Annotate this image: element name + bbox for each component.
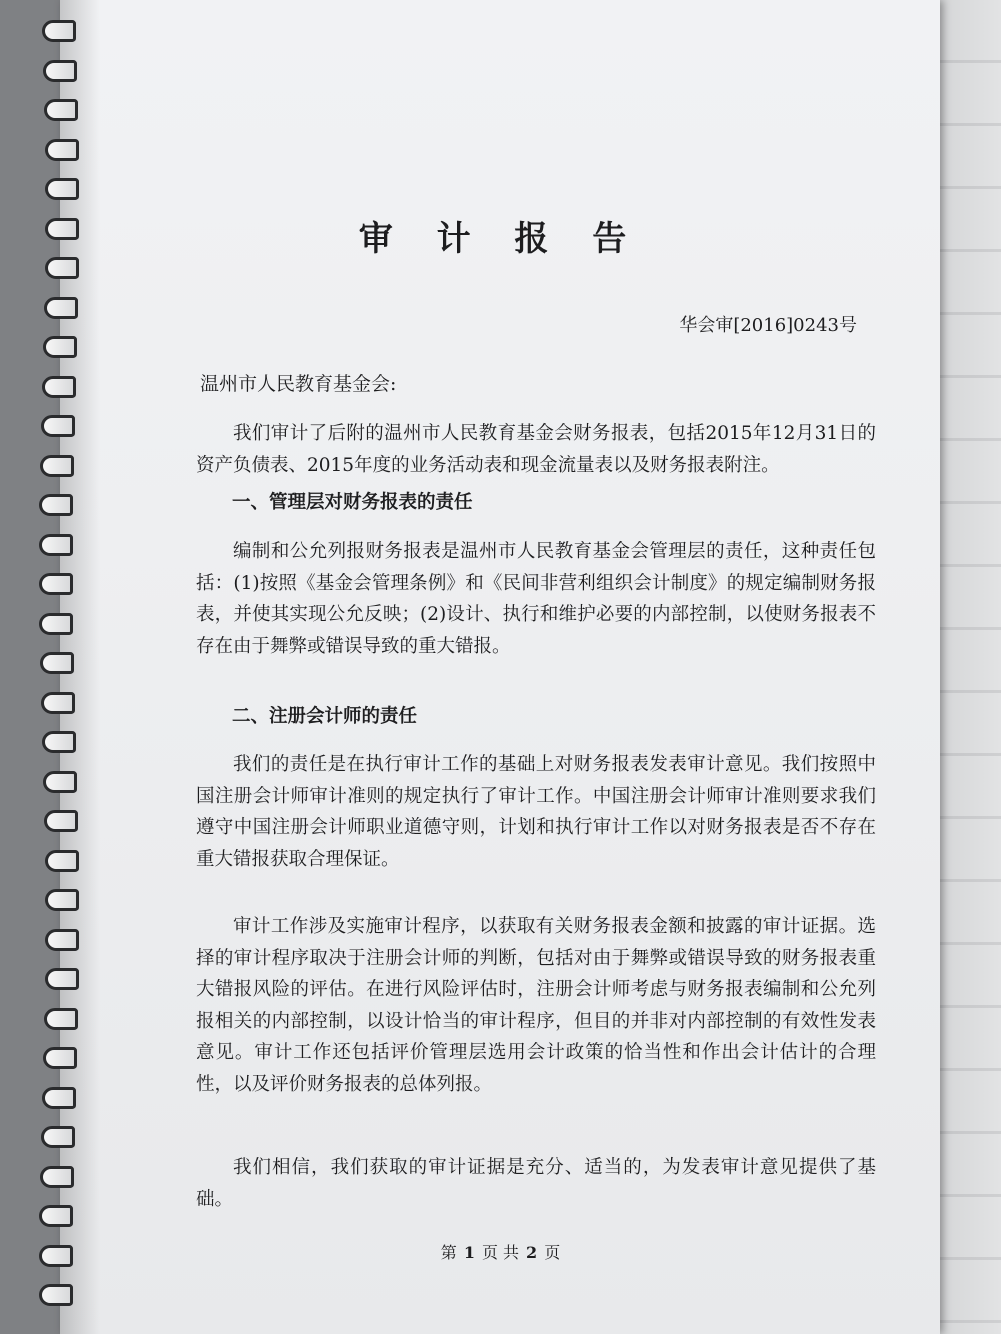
binding-coil xyxy=(42,1087,76,1109)
binding-coil xyxy=(42,376,76,398)
section-heading-auditor: 二、注册会计师的责任 xyxy=(232,706,418,727)
binding-coil xyxy=(41,1126,75,1148)
binding-coil xyxy=(41,415,75,437)
binding-coil xyxy=(43,336,77,358)
footer-page-suffix: 页 xyxy=(544,1243,561,1262)
auditor-responsibility-paragraph-1: 我们的责任是在执行审计工作的基础上对财务报表发表审计意见。我们按照中国注册会计师审计准则的规定执行了审计工作。中国注册会计师审计准则要求我们遵守中国注册会计师职业道德守则，计划和执行审计工作以对财务报表是否不存在重大错报获取合理保证。 xyxy=(196,754,876,870)
intro-paragraph: 我们审计了后附的温州市人民教育基金会财务报表，包括2015年12月31日的资产负债表、2015年度的业务活动表和现金流量表以及财务报表附注。 xyxy=(196,423,876,476)
binding-coil xyxy=(45,139,79,161)
footer-page-current: 1 xyxy=(463,1243,475,1262)
binding-coil xyxy=(39,1205,73,1227)
binding-coil xyxy=(40,652,74,674)
page-footer xyxy=(0,1240,1001,1263)
binding-coil xyxy=(39,613,73,635)
reference-number: 华会审[2016]0243号 xyxy=(679,315,857,336)
management-responsibility-paragraph: 编制和公允列报财务报表是温州市人民教育基金会管理层的责任，这种责任包括：(1)按照《基金会管理条例》和《民间非营利组织会计制度》的规定编制财务报表，并使其实现公允反映；(2)设计、执行和维护必要的内部控制，以使财务报表不存在由于舞弊或错误导致的重大错报。 xyxy=(196,541,876,657)
binding-coil xyxy=(39,494,73,516)
binding-coil xyxy=(43,1047,77,1069)
footer-page-prefix: 第 xyxy=(440,1243,457,1262)
recipient-line: 温州市人民教育基金会: xyxy=(200,373,397,395)
binding-coil xyxy=(45,889,79,911)
binding-coil xyxy=(44,297,78,319)
binding-coil xyxy=(45,257,79,279)
binding-coil xyxy=(44,1008,78,1030)
binding-coil xyxy=(39,534,73,556)
binding-coil xyxy=(40,455,74,477)
binding-coil xyxy=(45,178,79,200)
binding-coil xyxy=(45,929,79,951)
binding-coil xyxy=(45,850,79,872)
binding-coil xyxy=(39,573,73,595)
document-page xyxy=(60,0,940,1334)
section-heading-management: 一、管理层对财务报表的责任 xyxy=(232,492,473,513)
binding-coil xyxy=(39,1284,73,1306)
auditor-responsibility-paragraph-2: 审计工作涉及实施审计程序，以获取有关财务报表金额和披露的审计证据。选择的审计程序取决于注册会计师的判断，包括对由于舞弊或错误导致的财务报表重大错报风险的评估。在进行风险评估时，注册会计师考虑与财务报表编制和公允列报相关的内部控制，以设计恰当的审计程序，但目的并非对内部控制的有效性发表意见。审计工作还包括评价管理层选用会计政策的恰当性和作出会计估计的合理性，以及评价财务报表的总体列报。 xyxy=(196,916,876,1095)
binding-coil xyxy=(42,20,76,42)
binding-coil xyxy=(40,1166,74,1188)
binding-coil xyxy=(43,771,77,793)
binding-coil xyxy=(44,810,78,832)
spiral-binding xyxy=(30,0,90,1334)
binding-coil xyxy=(45,968,79,990)
binding-coil xyxy=(43,60,77,82)
footer-page-total: 2 xyxy=(526,1243,538,1262)
auditor-responsibility-paragraph-3: 我们相信，我们获取的审计证据是充分、适当的，为发表审计意见提供了基础。 xyxy=(196,1157,876,1210)
binding-coil xyxy=(41,692,75,714)
binding-coil xyxy=(42,731,76,753)
footer-page-middle: 页 共 xyxy=(481,1243,520,1262)
document-title: 审 计 报 告 xyxy=(358,218,643,259)
binding-coil xyxy=(44,99,78,121)
